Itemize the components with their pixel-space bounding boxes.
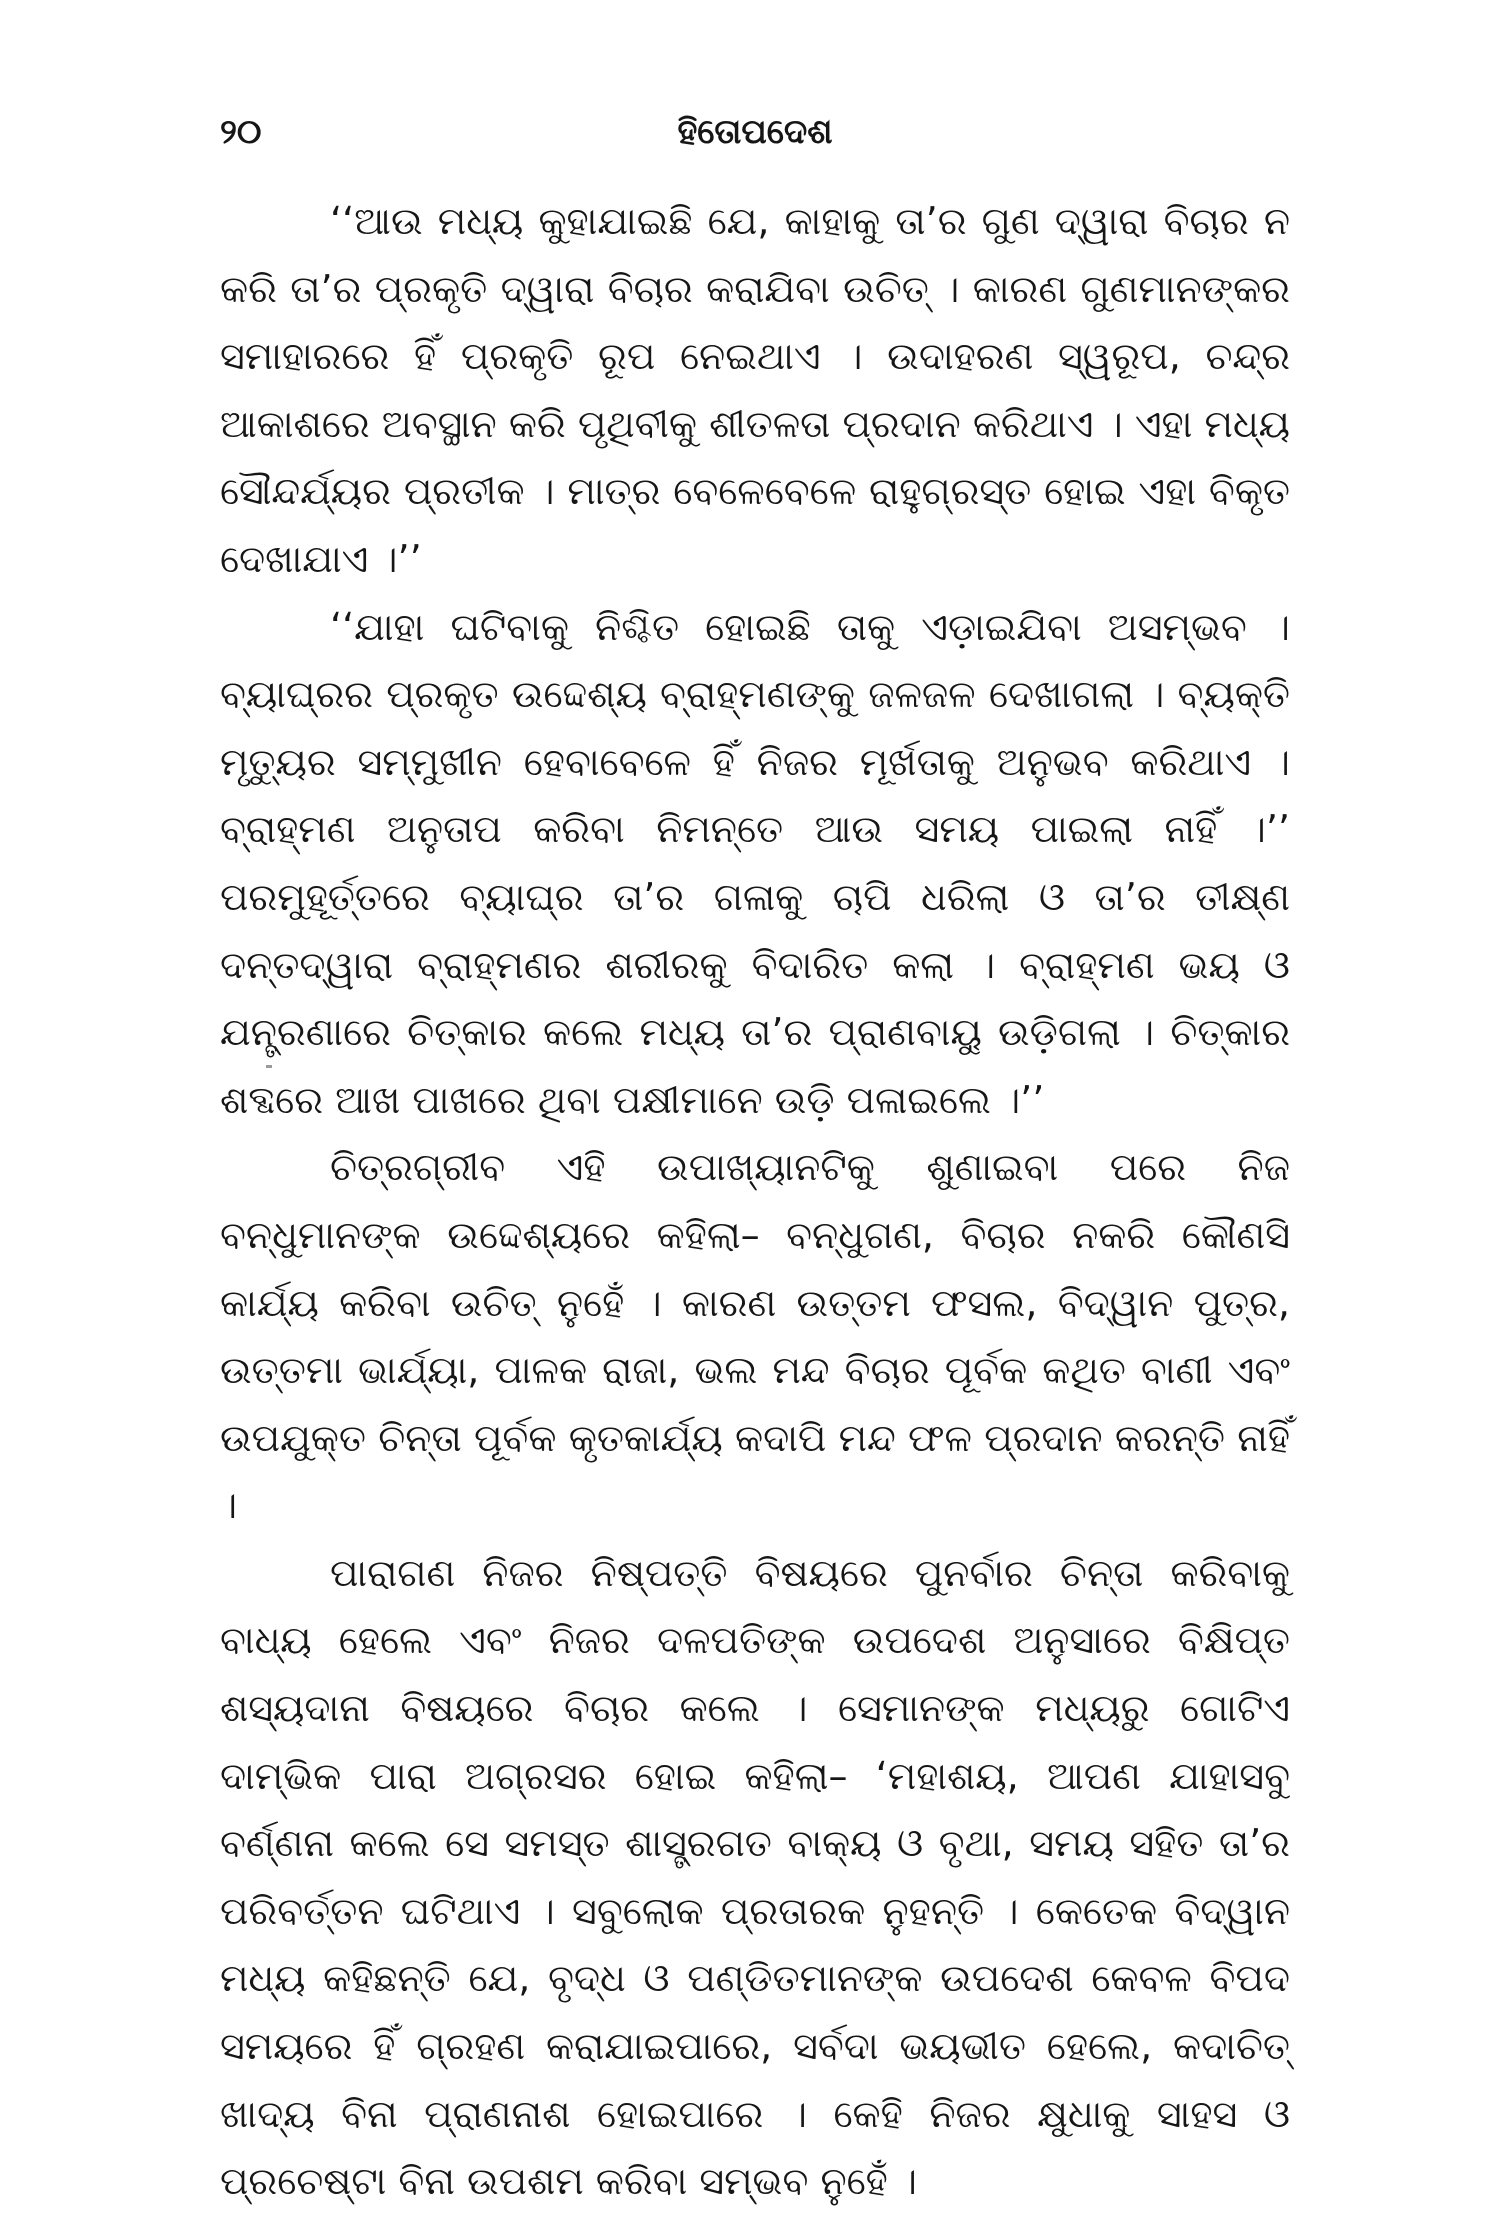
page-number: ୨୦ [220, 112, 262, 152]
paragraph-pigeons-decision: ପାରାଗଣ ନିଜର ନିଷ୍ପତ୍ତି ବିଷୟରେ ପୁନର୍ବାର ଚିନ୍ତା କରିବାକୁ ବାଧ୍ୟ ହେଲେ ଏବଂ ନିଜର ଦଳପତିଙ୍କ ଉପଦେଶ ଅନୁସାରେ ବିକ୍ଷିପ୍ତ ଶସ୍ୟଦାନା ବିଷୟରେ ବିଚାର କଲେ । ସେମାନଙ୍କ ମଧ୍ୟରୁ ଗୋଟିଏ ଦାମ୍ଭିକ ପାରା ଅଗ୍ରସର ହୋଇ କହିଲା– ‘ମହାଶୟ, ଆପଣ ଯାହାସବୁ ବର୍ଣ୍ଣନା କଲେ ସେ ସମସ୍ତ ଶାସ୍ତ୍ରଗତ ବାକ୍ୟ ଓ ବୃଥା, ସମୟ ସହିତ ତା’ର ପରିବର୍ତ୍ତନ ଘଟିଥାଏ । ସବୁଲୋକ ପ୍ରତାରକ ନୁହନ୍ତି । କେତେକ ବିଦ୍ୱାନ ମଧ୍ୟ କହିଛନ୍ତି ଯେ, ବୃଦ୍ଧ ଓ ପଣ୍ଡିତମାନଙ୍କ ଉପଦେଶ କେବଳ ବିପଦ ସମୟରେ ହିଁ ଗ୍ରହଣ କରାଯାଇପାରେ, ସର୍ବଦା ଭୟଭୀତ ହେଲେ, କଦାଚିତ୍ ଖାଦ୍ୟ ବିନା ପ୍ରାଣନାଶ ହୋଇପାରେ । କେହି ନିଜର କ୍ଷୁଧାକୁ ସାହସ ଓ ପ୍ରଚେଷ୍ଟା ବିନା ଉପଶମ କରିବା ସମ୍ଭବ ନୁହେଁ । [220, 1550, 1290, 2204]
paragraph-chitragriva-advice: ଚିତ୍ରଗ୍ରୀବ ଏହି ଉପାଖ୍ୟାନଟିକୁ ଶୁଣାଇବା ପରେ ନିଜ ବନ୍ଧୁମାନଙ୍କ ଉଦ୍ଦେଶ୍ୟରେ କହିଲା– ବନ୍ଧୁଗଣ, ବିଚାର ନକରି କୌଣସି କାର୍ଯ୍ୟ କରିବା ଉଚିତ୍ ନୁହେଁ । କାରଣ ଉତ୍ତମ ଫସଲ, ବିଦ୍ୱାନ ପୁତ୍ର, ଉତ୍ତମା ଭାର୍ଯ୍ୟା, ପାଳକ ରାଜା, ଭଲ ମନ୍ଦ ବିଚାର ପୂର୍ବକ କଥିତ ବାଣୀ ଏବଂ ଉପଯୁକ୍ତ ଚିନ୍ତା ପୂର୍ବକ କୃତକାର୍ଯ୍ୟ କଦାପି ମନ୍ଦ ଫଳ ପ୍ରଦାନ କରନ୍ତି ନାହିଁ । [220, 1145, 1290, 1528]
page-header [220, 112, 1290, 172]
running-title: ହିତୋପଦେଶ [677, 112, 833, 152]
paragraph-tiger-story: ‘‘ଯାହା ଘଟିବାକୁ ନିଶ୍ଚିତ ହୋଇଛି ତାକୁ ଏଡ଼ାଇଯିବା ଅସମ୍ଭବ । ବ୍ୟାଘ୍ରର ପ୍ରକୃତ ଉଦ୍ଦେଶ୍ୟ ବ୍ରାହ୍ମଣଙ୍କୁ ଜଳଜଳ ଦେଖାଗଲା । ବ୍ୟକ୍ତି ମୃତ୍ୟୁର ସମ୍ମୁଖୀନ ହେବାବେଳେ ହିଁ ନିଜର ମୂର୍ଖତାକୁ ଅନୁଭବ କରିଥାଏ । ବ୍ରାହ୍ମଣ ଅନୁତାପ କରିବା ନିମନ୍ତେ ଆଉ ସମୟ ପାଇଲା ନାହିଁ ।’’ ପରମୁହୂର୍ତ୍ତରେ ବ୍ୟାଘ୍ର ତା’ର ଗଳାକୁ ଚାପି ଧରିଲା ଓ ତା’ର ତୀକ୍ଷ୍ଣ ଦନ୍ତଦ୍ୱାରା ବ୍ରାହ୍ମଣର ଶରୀରକୁ ବିଦାରିତ କଲା । ବ୍ରାହ୍ମଣ ଭୟ ଓ ଯନ୍ତ୍ରଣାରେ ଚିତ୍କାର କଲେ ମଧ୍ୟ ତା’ର ପ୍ରାଣବାୟୁ ଉଡ଼ିଗଲା । ଚିତ୍କାର ଶବ୍ଦରେ ଆଖ ପାଖରେ ଥିବା ପକ୍ଷୀମାନେ ଉଡ଼ି ପଳାଇଲେ ।’’ [220, 604, 1290, 1122]
page-body [220, 188, 1290, 2216]
paragraph-quote-nature: ‘‘ଆଉ ମଧ୍ୟ କୁହାଯାଇଛି ଯେ, କାହାକୁ ତା’ର ଗୁଣ ଦ୍ୱାରା ବିଚାର ନ କରି ତା’ର ପ୍ରକୃତି ଦ୍ୱାରା ବିଚାର କରାଯିବା ଉଚିତ୍ । କାରଣ ଗୁଣମାନଙ୍କର ସମାହାରରେ ହିଁ ପ୍ରକୃତି ରୂପ ନେଇଥାଏ । ଉଦାହରଣ ସ୍ୱରୂପ, ଚନ୍ଦ୍ର ଆକାଶରେ ଅବସ୍ଥାନ କରି ପୃଥିବୀକୁ ଶୀତଳତା ପ୍ରଦାନ କରିଥାଏ । ଏହା ମଧ୍ୟ ସୌନ୍ଦର୍ଯ୍ୟର ପ୍ରତୀକ । ମାତ୍ର ବେଳେବେଳେ ରାହୁଗ୍ରସ୍ତ ହୋଇ ଏହା ବିକୃତ ଦେଖାଯାଏ ।’’ [220, 199, 1290, 581]
